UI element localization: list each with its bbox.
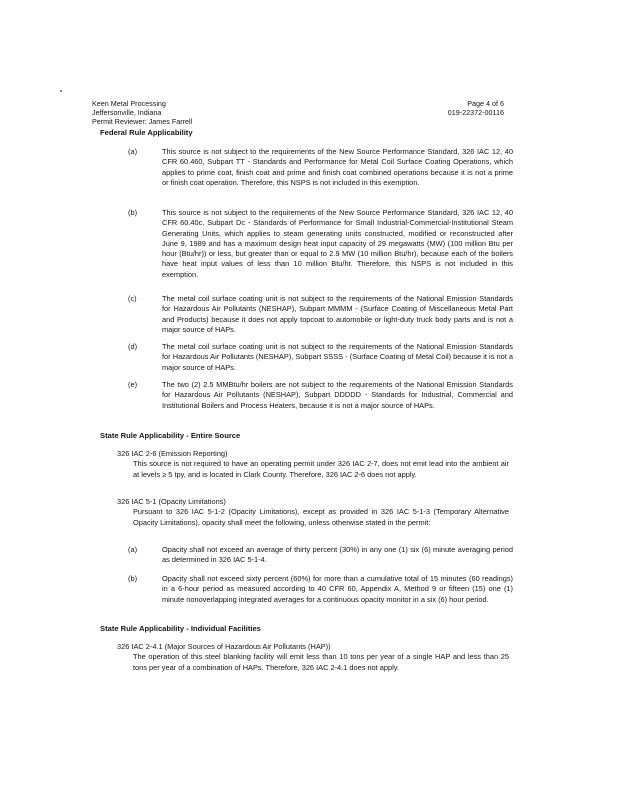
opacity-item-b [128,574,513,605]
item-label: (d) [128,342,138,351]
item-label: (b) [128,574,138,583]
rule-major-hap-sources [117,642,509,673]
state-individual-heading: State Rule Applicability - Individual Facilities [100,624,261,633]
federal-item-c [128,294,513,335]
item-text: The two (2) 2.5 MMBtu/hr boilers are not subject to the requirements of the National Emission Standards for Hazardous Air Pollutants (NESHAP), Subpart DDDDD - Standards for Industrial, Commercial and Institutional Boilers and Process Heaters, because it is not a major source of HAPs. [162,380,513,410]
item-text: Opacity shall not exceed an average of thirty percent (30%) in any one (1) six (6) minute averaging period as determined in 326 IAC 5-1-4. [162,545,513,565]
item-label: (a) [128,147,138,156]
header-company: Keen Metal Processing [92,99,166,108]
rule-title: 326 IAC 2-6 (Emission Reporting) [117,449,228,458]
item-text: This source is not subject to the requirements of the New Source Performance Standard, 326 IAC 12, 40 CFR 60.460, Subpart TT - Standards and Performance for Metal Coil Surface Coating Operations, which applies to prime coat, finish coat and prime and finish coat combined operations because it is not a prime or finish coat operation. Therefore, this NSPS is not included in this exemption. [162,147,513,187]
item-text: The metal coil surface coating unit is not subject to the requirements of the National Emission Standards for Hazardous Air Pollutants (NESHAP), Subpart SSSS - (Surface Coating of Metal Coil) because it is not a major source of HAPs. [162,342,513,372]
federal-item-e [128,380,513,411]
header-reviewer: Permit Reviewer: James Farrell [92,117,193,126]
item-label: (c) [128,294,137,303]
scan-speck [60,90,62,92]
item-text: The metal coil surface coating unit is not subject to the requirements of the National Emission Standards for Hazardous Air Pollutants (NESHAP), Subpart MMMM - (Surface Coating of Miscellaneous Metal Part and Products) because it does not apply topcoat to automobile or light-duty truck body parts and is not a major source of HAPs. [162,294,513,334]
header-location: Jeffersonville, Indiana [92,108,162,117]
federal-item-d [128,342,513,373]
item-text: Opacity shall not exceed sixty percent (60%) for more than a cumulative total of 15 minutes (60 readings) in a 6-hour period as measured according to 40 CFR 60, Appendix A, Method 9 or fifteen (15) one (1) minute nonoverlapping integrated averages for a continuous opacity monitor in a six (6) hour period. [162,574,513,604]
item-label: (a) [128,545,138,554]
item-label: (b) [128,208,138,217]
rule-body: This source is not required to have an operating permit under 326 IAC 2-7, does not emit lead into the ambient air at levels ≥ 5 tpy, and is located in Clark County. Therefore, 326 IAC 2-6 does not apply. [133,459,509,479]
state-entire-heading: State Rule Applicability - Entire Source [100,431,241,440]
page-number: Page 4 of 6 [467,99,504,108]
federal-item-a [128,147,513,188]
permit-number: 019-22372-00116 [447,108,504,117]
header-left [92,99,192,126]
opacity-item-a [128,545,513,566]
header-right [448,99,504,117]
rule-body: Pursuant to 326 IAC 5-1-2 (Opacity Limitations), except as provided in 326 IAC 5-1-3 (Temporary Alternative Opacity Limitations), opacity shall meet the following, unless otherwise stated in the permit: [133,507,509,527]
rule-title: 326 IAC 5-1 (Opacity Limitations) [117,497,226,506]
item-label: (e) [128,380,138,389]
federal-item-b [128,208,513,280]
federal-heading: Federal Rule Applicability [100,128,193,137]
rule-body: The operation of this steel blanking facility will emit less than 10 tons per year of a single HAP and less than 25 tons per year of a combination of HAPs. Therefore, 326 IAC 2-4.1 does not apply. [133,652,509,672]
rule-opacity-limitations [117,497,509,528]
rule-title: 326 IAC 2-4.1 (Major Sources of Hazardous Air Pollutants (HAP)) [117,642,331,651]
item-text: This source is not subject to the requirements of the New Source Performance Standard, 326 IAC 12, 40 CFR 60.40c, Subpart Dc - Standards of Performance for Small Industrial-Commercial-Institutional Steam Generating Units, which applies to steam generating units constructed, modified or reconstructed after June 9, 1989 and has a maximum design heat input capacity of 29 megawatts (MW) (100 million Btu per hour (Btu/hr)) or less, but greater than or equal to 2.9 MW (10 million Btu/hr), because each of the boilers have heat input values of less than 10 million Btu/hr. Therefore, this NSPS is not included in this exemption. [162,208,513,279]
rule-emission-reporting [117,449,509,480]
